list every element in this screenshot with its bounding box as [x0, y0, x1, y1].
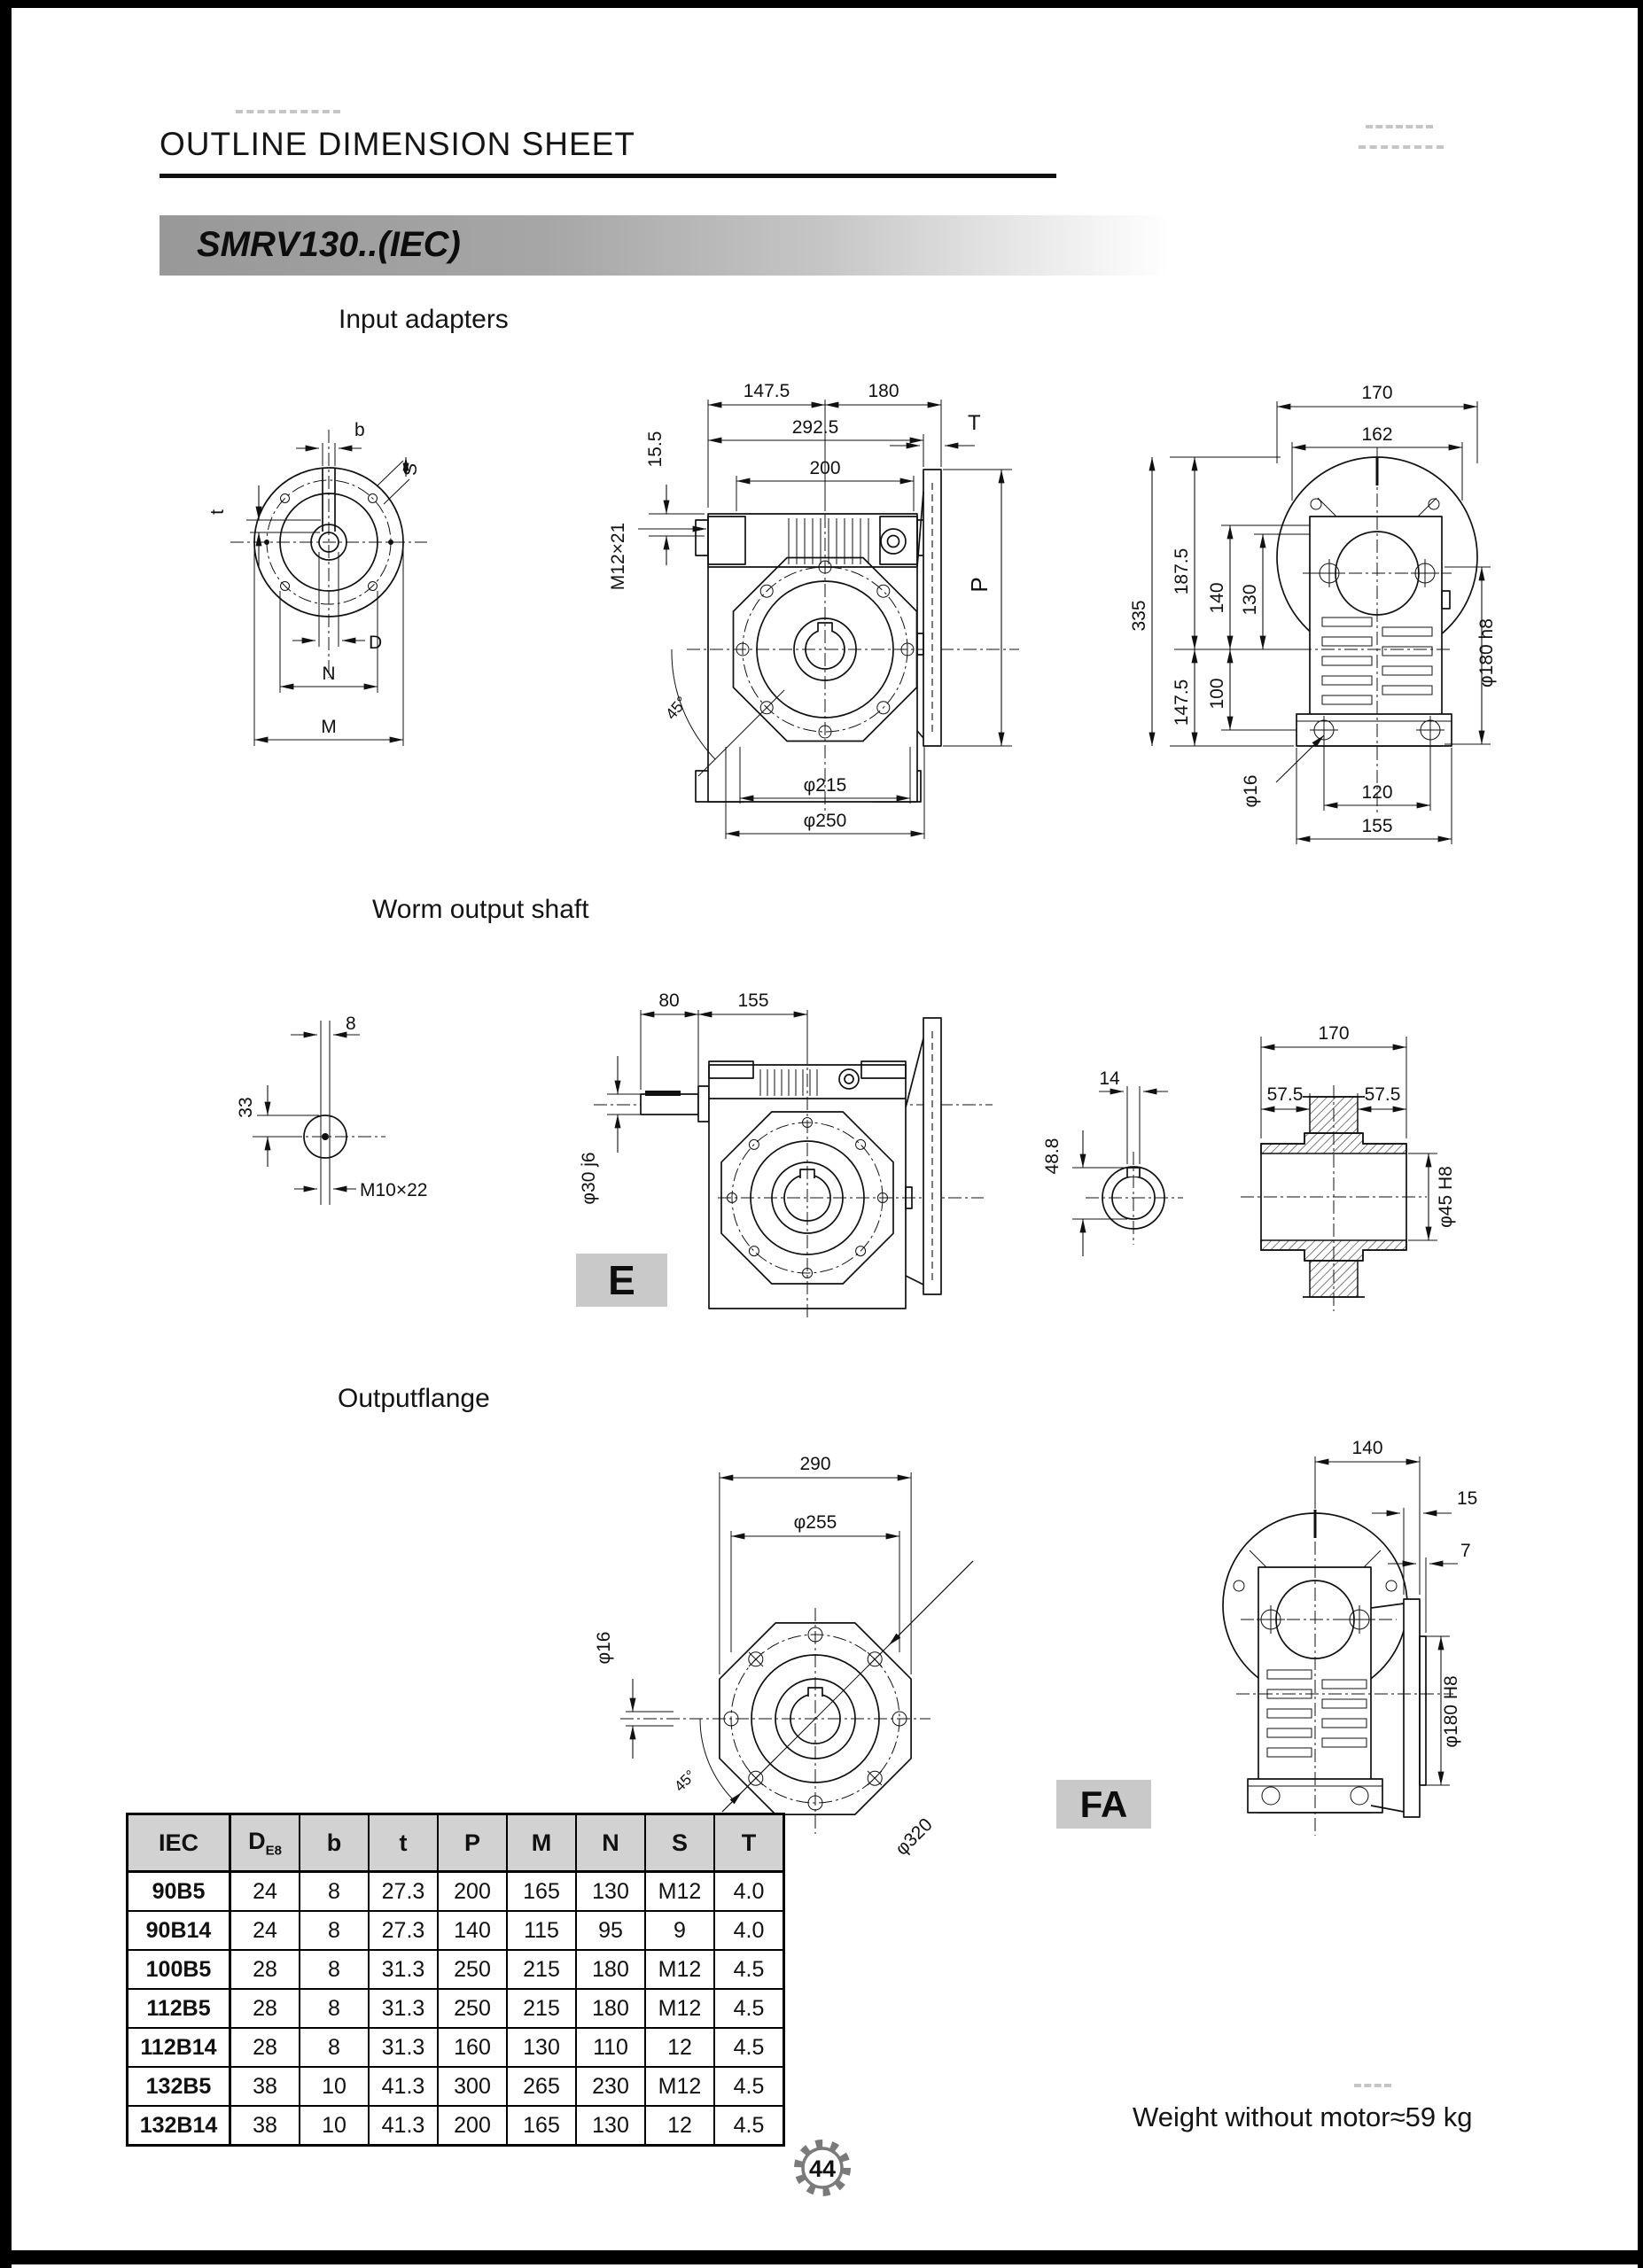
- dim-t-label: T: [968, 411, 981, 435]
- cell: 12: [645, 2028, 714, 2067]
- cell: 4.5: [714, 2028, 784, 2067]
- worm-shaft-end-view-drawing: [213, 992, 461, 1223]
- header-rule: [160, 174, 1056, 178]
- dim-292-5: 292.5: [791, 417, 839, 438]
- dim-7: 7: [1460, 1541, 1471, 1561]
- cell: 10: [300, 2067, 369, 2106]
- scan-artifact: [1359, 145, 1444, 149]
- dim-b: b: [354, 420, 365, 440]
- cell: M12: [645, 1950, 714, 1989]
- dim-140: 140: [1207, 582, 1227, 614]
- input-adapter-front-view-drawing: [608, 368, 1041, 855]
- section-title-worm-output-shaft: Worm output shaft: [372, 895, 589, 924]
- table-row: [128, 2028, 784, 2067]
- cell: 130: [576, 2106, 645, 2146]
- dim-57-5b: 57.5: [1364, 1084, 1401, 1105]
- cell: 140: [438, 1911, 507, 1950]
- cell: M12: [645, 1989, 714, 2028]
- table-row: [128, 1989, 784, 2028]
- cell: 24: [230, 1911, 300, 1950]
- col-header-m: M: [507, 1814, 576, 1872]
- dim-n: N: [322, 664, 336, 684]
- cell: 38: [230, 2067, 300, 2106]
- dim-140b: 140: [1351, 1438, 1383, 1458]
- cell: 115: [507, 1911, 576, 1950]
- hollow-shaft-end-geometry: [1042, 1068, 1183, 1256]
- cell: 230: [576, 2067, 645, 2106]
- scan-artifact: [236, 110, 340, 113]
- dim-57-5a: 57.5: [1266, 1084, 1304, 1105]
- input-adapter-side-view-drawing: [1125, 368, 1515, 855]
- output-flange-dimensions: [594, 1454, 973, 1860]
- variant-tag-e: E: [576, 1254, 667, 1307]
- cell: 27.3: [369, 1872, 438, 1912]
- cell: 160: [438, 2028, 507, 2067]
- cell: 130: [507, 2028, 576, 2067]
- table-row: [128, 2106, 784, 2146]
- dim-m12x21: M12×21: [608, 522, 628, 591]
- page-border-right: [1638, 0, 1643, 2268]
- page-number: 44: [808, 2155, 837, 2182]
- cell: 4.5: [714, 1950, 784, 1989]
- dim-33: 33: [236, 1097, 256, 1118]
- cell: 41.3: [369, 2067, 438, 2106]
- section-title-outputflange: Outputflange: [338, 1384, 490, 1413]
- scan-artifact: [1354, 2084, 1391, 2087]
- table-row: [128, 1872, 784, 1912]
- hollow-shaft-section-geometry: [1241, 1085, 1427, 1311]
- gearbox-geometry: [687, 470, 1019, 815]
- dim-15-5: 15.5: [645, 431, 666, 468]
- dim-phi255: φ255: [793, 1512, 837, 1533]
- cell: 215: [507, 1950, 576, 1989]
- cell: 215: [507, 1989, 576, 2028]
- cell: 132B5: [128, 2067, 230, 2106]
- dim-m: M: [321, 717, 337, 737]
- col-header-iec: IEC: [128, 1814, 230, 1872]
- cell: 8: [300, 2028, 369, 2067]
- table-row: [128, 2067, 784, 2106]
- table-header-row: [128, 1814, 784, 1872]
- dim-48-8: 48.8: [1042, 1138, 1063, 1175]
- col-header-d: $D_{E8}$: [230, 1814, 300, 1872]
- cell: 100B5: [128, 1950, 230, 1989]
- cell: 110: [576, 2028, 645, 2067]
- col-header-s: S: [645, 1814, 714, 1872]
- dim-m10x22: M10×22: [360, 1180, 428, 1200]
- scan-artifact: [1366, 125, 1433, 128]
- input-adapter-flange-view-drawing: [204, 381, 452, 780]
- dim-45degb: 45°: [671, 1767, 699, 1795]
- iec-dimension-table: [126, 1813, 785, 2147]
- cell: 8: [300, 1872, 369, 1912]
- dim-45deg: 45°: [661, 693, 691, 724]
- cell: 38: [230, 2106, 300, 2146]
- cell: 4.0: [714, 1872, 784, 1912]
- cell: 31.3: [369, 1989, 438, 2028]
- dim-155: 155: [1361, 816, 1393, 836]
- cell: 28: [230, 2028, 300, 2067]
- cell: 24: [230, 1872, 300, 1912]
- dim-170b: 170: [1318, 1023, 1350, 1044]
- dim-phi250: φ250: [803, 811, 847, 831]
- col-header-n: N: [576, 1814, 645, 1872]
- table-row: [128, 1911, 784, 1950]
- page-number-gear-icon: [789, 2134, 856, 2202]
- cell: 4.0: [714, 1911, 784, 1950]
- dim-130: 130: [1240, 584, 1260, 616]
- page-border-top: [0, 0, 1643, 8]
- dim-phi45h8: φ45 H8: [1436, 1166, 1456, 1228]
- cell: 95: [576, 1911, 645, 1950]
- dim-120: 120: [1361, 782, 1393, 803]
- dim-t: t: [207, 509, 228, 515]
- dim-phi16: φ16: [1241, 774, 1261, 808]
- page-title: OUTLINE DIMENSION SHEET: [160, 126, 635, 162]
- dim-phi320: φ320: [892, 1814, 937, 1860]
- cell: 250: [438, 1950, 507, 1989]
- hollow-shaft-drawing: [1019, 1001, 1524, 1293]
- cell: 10: [300, 2106, 369, 2146]
- cell: M12: [645, 2067, 714, 2106]
- col-header-t: t: [369, 1814, 438, 1872]
- section-title-input-adapters: Input adapters: [339, 305, 509, 334]
- dim-162: 162: [1361, 424, 1393, 445]
- cell: 41.3: [369, 2106, 438, 2146]
- dim-170: 170: [1361, 383, 1393, 403]
- cell: 130: [576, 1872, 645, 1912]
- cell: 250: [438, 1989, 507, 2028]
- dim-phi180h8: φ180 h8: [1476, 618, 1497, 687]
- cell: 300: [438, 2067, 507, 2106]
- fa-geometry: [1223, 1495, 1453, 1836]
- model-banner: SMRV130..(IEC): [160, 215, 1170, 276]
- cell: 112B5: [128, 1989, 230, 2028]
- dim-80: 80: [658, 990, 680, 1011]
- cell: 165: [507, 1872, 576, 1912]
- table-row: [128, 1950, 784, 1989]
- cell: 31.3: [369, 2028, 438, 2067]
- cell: 8: [300, 1950, 369, 1989]
- cell: 12: [645, 2106, 714, 2146]
- dim-p-label: P: [966, 577, 993, 593]
- cell: 265: [507, 2067, 576, 2106]
- cell: 200: [438, 2106, 507, 2146]
- output-flange-side-view-drawing: [1152, 1418, 1524, 1843]
- output-flange-geometry: [620, 1608, 931, 1834]
- dim-phi215: φ215: [803, 775, 847, 796]
- cell: 28: [230, 1950, 300, 1989]
- page-border-left: [0, 0, 12, 2268]
- col-header-p: P: [438, 1814, 507, 1872]
- col-header-b: b: [300, 1814, 369, 1872]
- dim-155b: 155: [737, 990, 769, 1011]
- cell: 4.5: [714, 2067, 784, 2106]
- dim-15: 15: [1457, 1488, 1478, 1509]
- cell: 165: [507, 2106, 576, 2146]
- weight-note: Weight without motor≈59 kg: [1133, 2101, 1473, 2132]
- dim-100: 100: [1207, 678, 1227, 710]
- fa-flange-plate: [1404, 1599, 1420, 1817]
- cell: 90B14: [128, 1911, 230, 1950]
- cell: 4.5: [714, 1989, 784, 2028]
- dim-phi16b: φ16: [594, 1631, 614, 1665]
- shaft-end-geometry: [266, 1021, 385, 1205]
- cell: 31.3: [369, 1950, 438, 1989]
- cell: 200: [438, 1872, 507, 1912]
- cell: 28: [230, 1989, 300, 2028]
- dim-200: 200: [809, 458, 841, 478]
- shaft-end-dimensions: [236, 1014, 427, 1200]
- col-header-t2: T: [714, 1814, 784, 1872]
- dim-14: 14: [1099, 1068, 1120, 1089]
- variant-tag-fa: FA: [1056, 1780, 1151, 1829]
- side-geometry: [1277, 447, 1477, 815]
- cell: 112B14: [128, 2028, 230, 2067]
- cell: 90B5: [128, 1872, 230, 1912]
- cell: 27.3: [369, 1911, 438, 1950]
- cell: 132B14: [128, 2106, 230, 2146]
- dim-phi180H8: φ180 H8: [1441, 1675, 1461, 1748]
- cell: 180: [576, 1989, 645, 2028]
- dim-335: 335: [1129, 600, 1149, 632]
- page-border-bottom: [0, 2250, 1643, 2264]
- cell: 9: [645, 1911, 714, 1950]
- flange-geometry: [230, 430, 427, 678]
- dim-phi30j6: φ30 j6: [579, 1152, 599, 1205]
- cell: 8: [300, 1989, 369, 2028]
- dim-147-5: 147.5: [743, 381, 790, 401]
- dim-180: 180: [868, 381, 899, 401]
- dim-187-5: 187.5: [1172, 548, 1192, 595]
- dim-290: 290: [799, 1454, 831, 1474]
- dim-147-5b: 147.5: [1172, 679, 1192, 726]
- cell: 4.5: [714, 2106, 784, 2146]
- dim-s: S: [401, 462, 421, 477]
- cell: 180: [576, 1950, 645, 1989]
- cell: M12: [645, 1872, 714, 1912]
- cell: 8: [300, 1911, 369, 1950]
- dim-d: D: [369, 633, 383, 653]
- hollow-shaft-dimensions: [1261, 1023, 1456, 1240]
- dim-8: 8: [346, 1014, 356, 1034]
